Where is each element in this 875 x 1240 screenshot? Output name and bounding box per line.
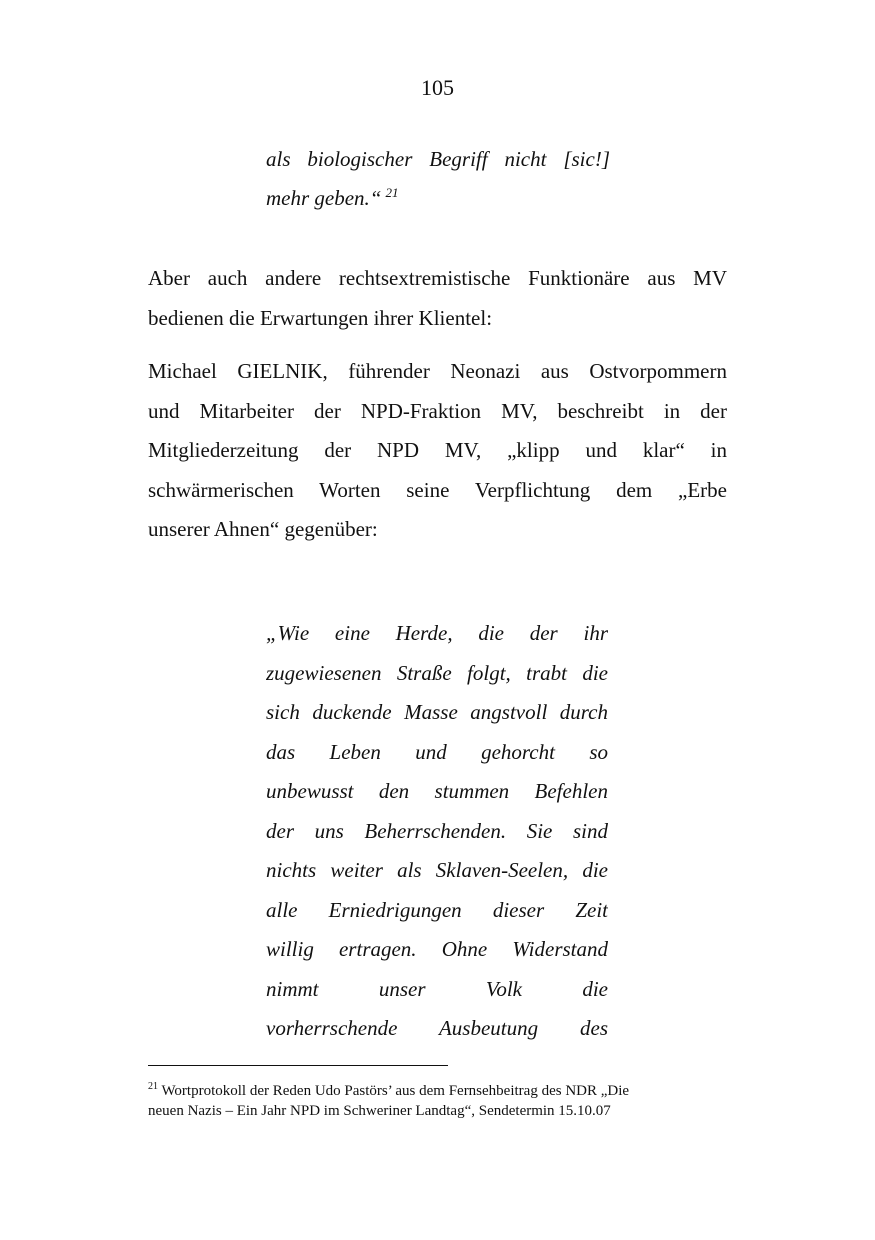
- paragraph-line: bedienen die Erwartungen ihrer Klientel:: [148, 305, 493, 330]
- paragraph-intro: [148, 259, 727, 338]
- footnote-line: neuen Nazis – Ein Jahr NPD im Schweriner Landtag“, Sendetermin 15.10.07: [148, 1103, 611, 1119]
- quote-line: als biologischer Begriff nicht [sic!]: [266, 147, 610, 171]
- quote-line: alle Erniedrigungen dieser Zeit: [266, 897, 608, 922]
- block-quote-main: [266, 614, 608, 1049]
- paragraph-gielnik: [148, 352, 727, 550]
- paragraph-line: schwärmerischen Worten seine Verpflichtung dem „Erbe: [148, 477, 727, 502]
- quote-line: nichts weiter als Sklaven-Seelen, die: [266, 858, 608, 882]
- quote-line: nimmt unser Volk die: [266, 976, 608, 1001]
- footnote-separator: [148, 1065, 448, 1066]
- block-quote-top: [266, 140, 610, 218]
- footnote: [148, 1081, 727, 1121]
- quote-line: [266, 179, 610, 218]
- paragraph-line: und Mitarbeiter der NPD-Fraktion MV, beschreibt in der: [148, 398, 727, 423]
- page-number: 105: [421, 75, 454, 100]
- quote-line: das Leben und gehorcht so: [266, 739, 608, 764]
- quote-line: „Wie eine Herde, die der ihr: [266, 621, 608, 645]
- quote-line: unbewusst den stummen Befehlen: [266, 779, 608, 803]
- footnote-text: Wortprotokoll der Reden Udo Pastörs’ aus dem Fernsehbeitrag des NDR „Die: [158, 1083, 630, 1099]
- paragraph-line: Michael GIELNIK, führender Neonazi aus Ostvorpommern: [148, 359, 727, 383]
- paragraph-line: Mitgliederzeitung der NPD MV, „klipp und klar“ in: [148, 438, 727, 462]
- quote-line: vorherrschende Ausbeutung des: [266, 1016, 608, 1040]
- footnote-mark: 21: [148, 1081, 158, 1092]
- quote-line-text: mehr geben.“: [266, 186, 382, 210]
- quote-line: zugewiesenen Straße folgt, trabt die: [266, 660, 608, 685]
- footnote-line: [148, 1081, 727, 1101]
- paragraph-line: unserer Ahnen“ gegenüber:: [148, 517, 378, 541]
- footnote-reference: 21: [385, 185, 399, 200]
- quote-line: willig ertragen. Ohne Widerstand: [266, 937, 608, 961]
- quote-line: der uns Beherrschenden. Sie sind: [266, 818, 608, 843]
- paragraph-line: Aber auch andere rechtsextremistische Funktionäre aus MV: [148, 266, 727, 290]
- quote-line: sich duckende Masse angstvoll durch: [266, 700, 608, 724]
